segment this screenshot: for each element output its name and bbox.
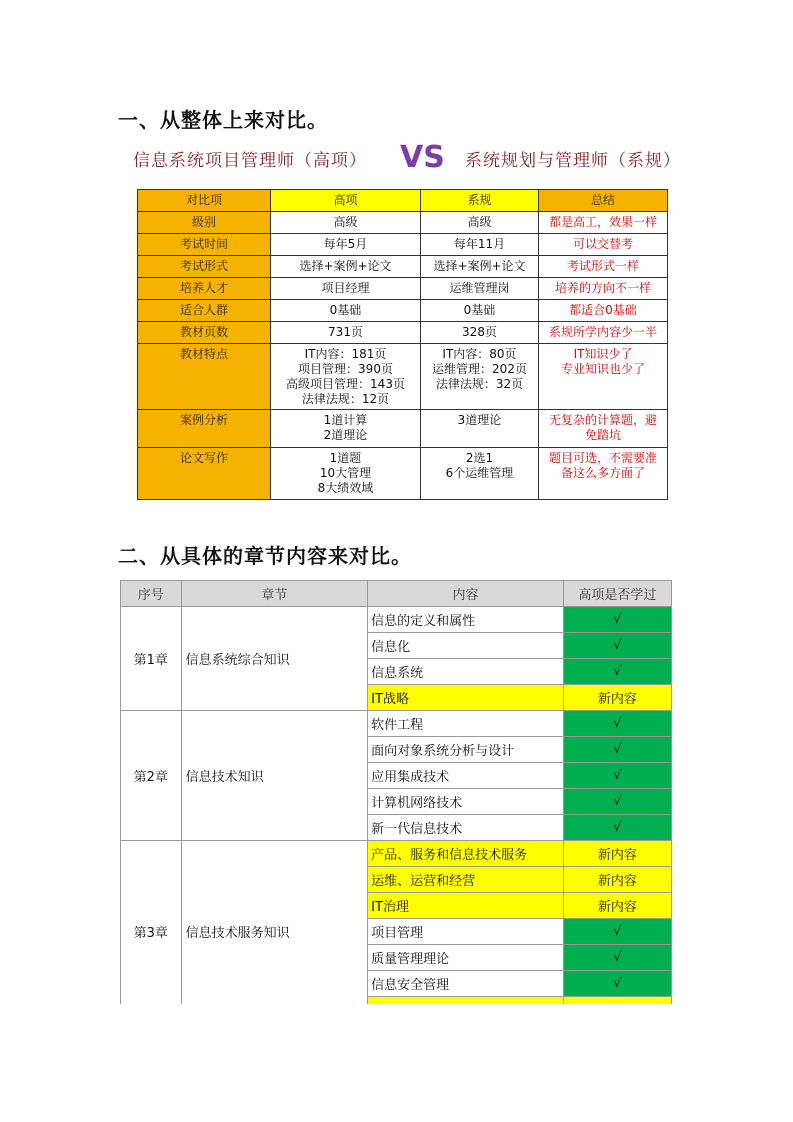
chapter-status-cell: √ xyxy=(563,945,671,971)
chapter-status-cell: 新内容 xyxy=(563,893,671,919)
compare-row-label: 考试形式 xyxy=(138,256,271,278)
chapter-name: 信息系统综合知识 xyxy=(181,607,368,711)
compare-gao-cell: 项目经理 xyxy=(271,278,421,300)
chapter-header-cell: 高项是否学过 xyxy=(563,581,671,607)
compare-header-cell: 高项 xyxy=(271,190,421,212)
chapter-content-cell: 项目管理 xyxy=(368,919,564,945)
compare-row-label: 教材特点 xyxy=(138,344,271,410)
compare-xi-cell-line: 法律法规：32页 xyxy=(435,377,524,391)
compare-xi-cell: 328页 xyxy=(421,322,539,344)
compare-gao-cell-line: 10大管理 xyxy=(319,466,372,480)
compare-xi-cell: 0基础 xyxy=(421,300,539,322)
compare-xi-cell xyxy=(421,448,539,500)
chapter-content-cell: 信息化 xyxy=(368,633,564,659)
chapter-header-cell: 序号 xyxy=(121,581,182,607)
compare-table xyxy=(137,189,668,500)
chapter-status-cell: √ xyxy=(563,711,671,737)
compare-xi-cell xyxy=(421,410,539,448)
compare-row xyxy=(138,234,668,256)
compare-row-label: 适合人群 xyxy=(138,300,271,322)
chapter-status-cell: √ xyxy=(563,633,671,659)
compare-gao-cell: 0基础 xyxy=(271,300,421,322)
chapter-status-cell: 新内容 xyxy=(563,841,671,867)
compare-summary-cell xyxy=(539,344,668,410)
chapter-table-row xyxy=(121,841,672,867)
compare-summary-cell: 培养的方向不一样 xyxy=(539,278,668,300)
compare-gao-cell-line: 项目管理：390页 xyxy=(298,362,393,376)
compare-gao-cell: 选择+案例+论文 xyxy=(271,256,421,278)
banner-vs: VS xyxy=(400,140,445,175)
compare-xi-cell-line: IT内容：80页 xyxy=(442,347,517,361)
compare-xi-cell xyxy=(421,344,539,410)
chapter-content-cell: 面向对象系统分析与设计 xyxy=(368,737,564,763)
chapter-content-cell: 软件工程 xyxy=(368,711,564,737)
chapter-status-cell: √ xyxy=(563,971,671,997)
compare-header-cell: 对比项 xyxy=(138,190,271,212)
chapter-content-cell: 产品、服务和信息技术服务 xyxy=(368,841,564,867)
compare-xi-cell-line: 6个运维管理 xyxy=(445,466,514,480)
chapter-content-cell: IT治理 xyxy=(368,893,564,919)
chapter-status-cell: √ xyxy=(563,659,671,685)
compare-gao-cell-line: 8大绩效域 xyxy=(317,481,374,495)
chapter-content-cell: 信息的定义和属性 xyxy=(368,607,564,633)
chapter-content-cell: 质量管理理论 xyxy=(368,945,564,971)
banner-right-title: 系统规划与管理师（系规） xyxy=(465,151,681,171)
compare-summary-cell: 都是高工，效果一样 xyxy=(539,212,668,234)
compare-row-label: 培养人才 xyxy=(138,278,271,300)
compare-row xyxy=(138,448,668,500)
compare-summary-cell xyxy=(539,410,668,448)
chapter-content-cell: IT战略 xyxy=(368,685,564,711)
compare-header-cell: 系规 xyxy=(421,190,539,212)
section1-title: 一、从整体上来对比。 xyxy=(118,108,328,132)
chapter-status-cell: √ xyxy=(563,789,671,815)
chapter-content-cell: 应用集成技术 xyxy=(368,763,564,789)
compare-xi-cell-line: 2选1 xyxy=(465,451,494,465)
chapter-name: 信息技术知识 xyxy=(181,711,368,841)
compare-gao-cell: 高级 xyxy=(271,212,421,234)
compare-row xyxy=(138,300,668,322)
compare-row xyxy=(138,410,668,448)
compare-xi-cell: 运维管理岗 xyxy=(421,278,539,300)
chapter-content-cell: 计算机网络技术 xyxy=(368,789,564,815)
compare-summary-cell-line: 免踏坑 xyxy=(584,428,621,442)
compare-summary-cell-line: IT知识少了 xyxy=(573,347,633,361)
compare-gao-cell xyxy=(271,448,421,500)
chapter-status-cell: √ xyxy=(563,737,671,763)
compare-summary-cell xyxy=(539,448,668,500)
compare-xi-cell-line: 运维管理：202页 xyxy=(432,362,527,376)
compare-summary-cell-line: 无复杂的计算题，避 xyxy=(548,413,657,427)
compare-row-label: 级别 xyxy=(138,212,271,234)
comparison-banner xyxy=(0,140,686,176)
compare-summary-cell: 可以交替考 xyxy=(539,234,668,256)
chapter-header-cell: 内容 xyxy=(368,581,564,607)
compare-row xyxy=(138,344,668,410)
chapter-content-cell: 新一代信息技术 xyxy=(368,815,564,841)
compare-gao-cell-line: 2道理论 xyxy=(323,428,368,442)
chapter-content-cell: 运维、运营和经营 xyxy=(368,867,564,893)
chapter-status-cell: 新内容 xyxy=(563,867,671,893)
chapter-status-cell xyxy=(563,997,671,1005)
compare-summary-cell: 都适合0基础 xyxy=(539,300,668,322)
compare-row xyxy=(138,322,668,344)
chapter-table-row xyxy=(121,607,672,633)
compare-gao-cell xyxy=(271,410,421,448)
compare-row xyxy=(138,278,668,300)
compare-row-label: 案例分析 xyxy=(138,410,271,448)
chapter-number: 第2章 xyxy=(121,711,182,841)
chapter-name: 信息技术服务知识 xyxy=(181,841,368,1005)
compare-gao-cell: 每年5月 xyxy=(271,234,421,256)
compare-summary-cell: 考试形式一样 xyxy=(539,256,668,278)
section2-title: 二、从具体的章节内容来对比。 xyxy=(118,544,412,568)
compare-xi-cell: 每年11月 xyxy=(421,234,539,256)
chapter-table-wrap xyxy=(120,580,672,1004)
chapter-number: 第1章 xyxy=(121,607,182,711)
compare-header-cell: 总结 xyxy=(539,190,668,212)
compare-xi-cell-line: 3道理论 xyxy=(457,413,502,427)
chapter-header-cell: 章节 xyxy=(181,581,368,607)
compare-gao-cell-line: 高级项目管理：143页 xyxy=(286,377,405,391)
chapter-status-cell: √ xyxy=(563,607,671,633)
compare-xi-cell: 选择+案例+论文 xyxy=(421,256,539,278)
chapter-status-cell: √ xyxy=(563,919,671,945)
compare-gao-cell xyxy=(271,344,421,410)
chapter-number: 第3章 xyxy=(121,841,182,1005)
compare-header-row xyxy=(138,190,668,212)
banner-left-title: 信息系统项目管理师（高项） xyxy=(133,151,367,171)
compare-row xyxy=(138,212,668,234)
compare-row-label: 教材页数 xyxy=(138,322,271,344)
chapter-content-cell: 信息安全管理 xyxy=(368,971,564,997)
compare-row-label: 论文写作 xyxy=(138,448,271,500)
compare-gao-cell-line: 1道题 xyxy=(329,451,362,465)
compare-gao-cell-line: IT内容：181页 xyxy=(304,347,387,361)
chapter-status-cell: 新内容 xyxy=(563,685,671,711)
compare-xi-cell: 高级 xyxy=(421,212,539,234)
chapter-content-cell: 信息系统 xyxy=(368,659,564,685)
chapter-status-cell: √ xyxy=(563,763,671,789)
compare-row xyxy=(138,256,668,278)
compare-gao-cell-line: 法律法规：12页 xyxy=(301,392,390,406)
chapter-status-cell: √ xyxy=(563,815,671,841)
compare-row-label: 考试时间 xyxy=(138,234,271,256)
chapter-table xyxy=(120,580,672,1004)
compare-summary-cell-line: 备这么多方面了 xyxy=(560,466,645,480)
compare-gao-cell-line: 1道计算 xyxy=(323,413,368,427)
compare-summary-cell: 系规所学内容少一半 xyxy=(539,322,668,344)
chapter-content-cell xyxy=(368,997,564,1005)
compare-gao-cell: 731页 xyxy=(271,322,421,344)
compare-summary-cell-line: 专业知识也少了 xyxy=(560,362,645,376)
chapter-header-row xyxy=(121,581,672,607)
compare-summary-cell-line: 题目可选，不需要准 xyxy=(548,451,657,465)
chapter-table-row xyxy=(121,711,672,737)
